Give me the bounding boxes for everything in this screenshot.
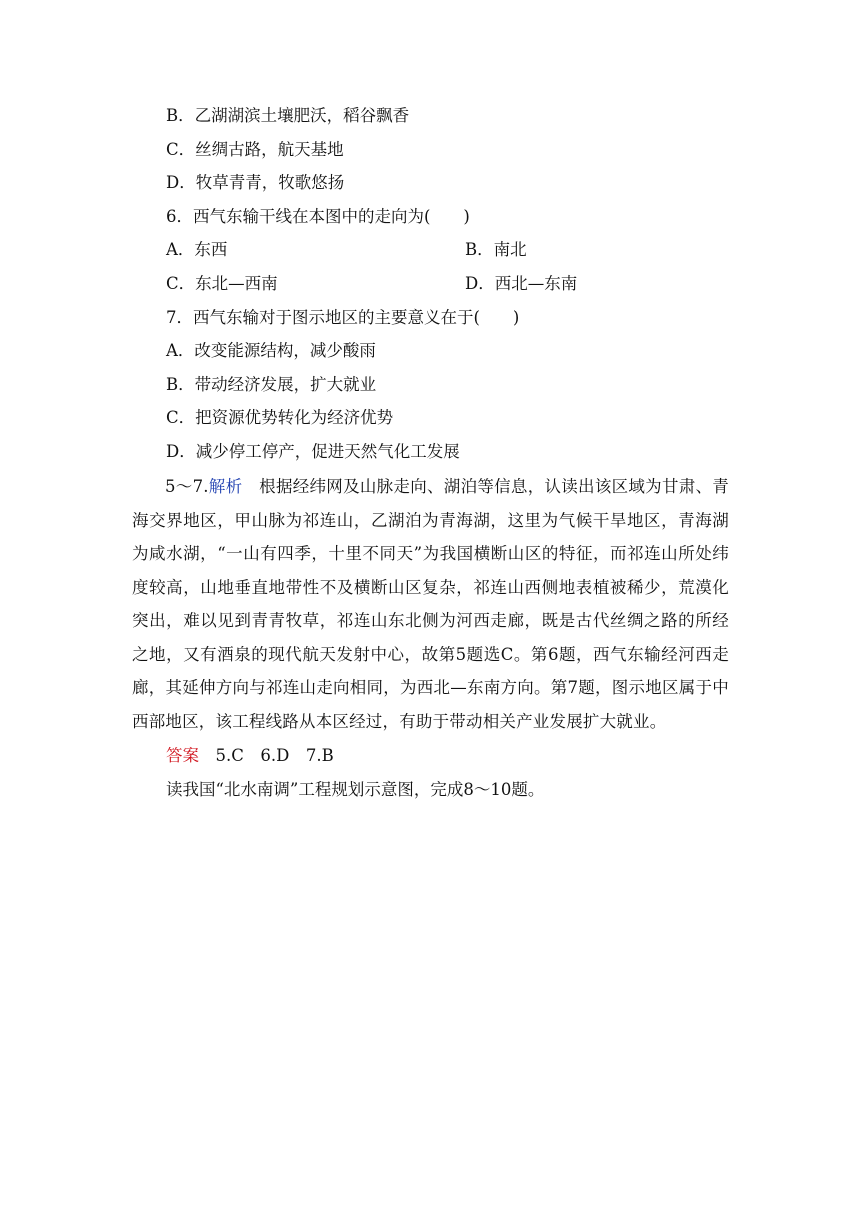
analysis-paragraph [132,470,729,738]
analysis-text: 根据经纬网及山脉走向、湖泊等信息，认读出该区域为甘肃、青海交界地区，甲山脉为祁连山，乙湖泊为青海湖，这里为气候干旱地区，青海湖为咸水湖，“一山有四季，十里不同天”为我国横断山区的特征，而祁连山所处纬度较高，山地垂直地带性不及横断山区复杂，祁连山西侧地表植被稀少，荒漠化突出，难以见到青青牧草，祁连山东北侧为河西走廊，既是古代丝绸之路的所经之地，又有酒泉的现代航天发射中心，故第5题选C。第6题，西气东输经河西走廊，其延伸方向与祁连山走向相同，为西北—东南方向。第7题，图示地区属于中西部地区，该工程线路从本区经过，有助于带动相关产业发展扩大就业。 [132,477,730,731]
q7-option-d: D．减少停工停产，促进天然气化工发展 [166,442,460,461]
answer-label: 答案 [166,746,199,765]
q6-option-a: A．东西 [166,240,228,259]
next-question-intro: 读我国“北水南调”工程规划示意图，完成8～10题。 [166,780,545,799]
q7-stem: 7．西气东输对于图示地区的主要意义在于( ) [166,308,520,327]
analysis-prefix: 5～7. [165,477,209,496]
q6-option-c: C．东北—西南 [166,274,278,293]
q5-option-d: D．牧草青青，牧歌悠扬 [166,173,345,192]
answer-line [166,744,334,768]
q6-option-d: D．西北—东南 [465,274,578,293]
answer-value: 5.C 6.D 7.B [215,746,334,765]
q7-option-b: B．带动经济发展，扩大就业 [166,375,377,394]
analysis-label: 解析 [208,477,243,496]
q7-option-a: A．改变能源结构，减少酸雨 [166,341,376,360]
q6-option-b: B．南北 [465,240,527,259]
q6-stem: 6．西气东输干线在本图中的走向为( ) [166,207,470,226]
q5-option-c: C．丝绸古路，航天基地 [166,140,344,159]
q5-option-b: B．乙湖湖滨土壤肥沃，稻谷飘香 [166,106,410,125]
q7-option-c: C．把资源优势转化为经济优势 [166,408,394,427]
